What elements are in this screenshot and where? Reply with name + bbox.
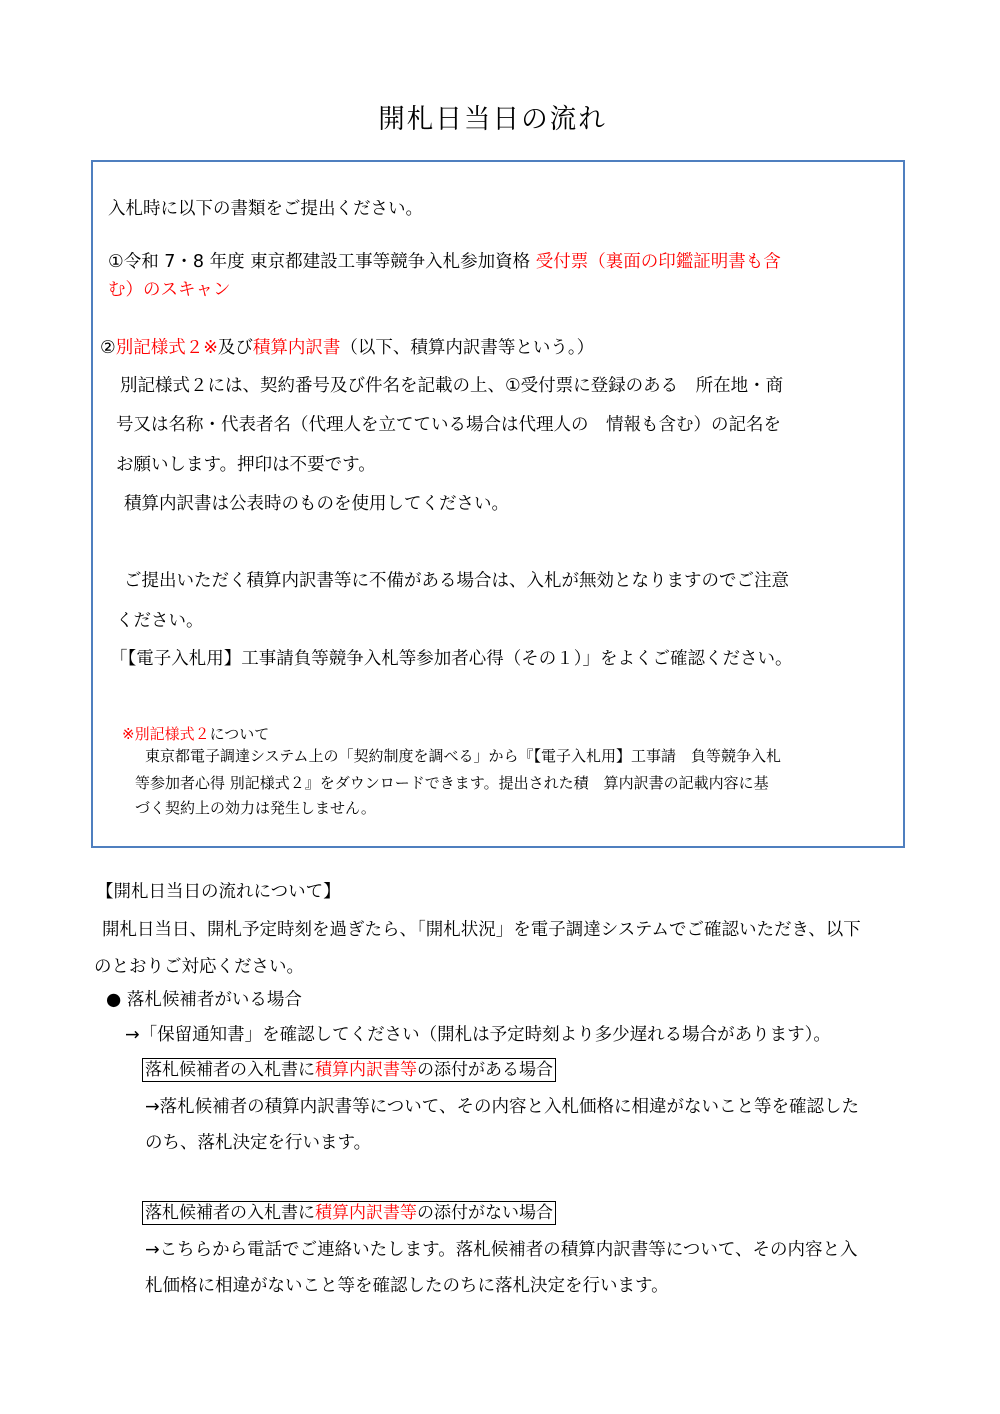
item1-red-a: 受付票（裏面の印鑑証明書も含 [535, 252, 781, 272]
flow-intro-line-1: 開札日当日、開札予定時刻を過ぎたら、「開札状況」を電子調達システムでご確認いただき、以下 [102, 920, 861, 940]
footnote-line-3: づく契約上の効力は発生しません。 [135, 799, 376, 817]
case1-label [142, 1058, 556, 1082]
case2-post: の添付がない場合 [417, 1203, 553, 1223]
case2-line-1: →こちらから電話でご連絡いたします。落札候補者の積算内訳書等について、その内容と入 [145, 1240, 858, 1260]
hold-notice-line: →「保留通知書」を確認してください（開札は予定時刻より多少遅れる場合があります）。 [125, 1025, 831, 1045]
item2-r1: 別記様式２※ [115, 338, 218, 358]
item1-line2: む）のスキャン [108, 280, 231, 300]
case2-red: 積算内訳書等 [315, 1203, 417, 1223]
case1-line-2: のち、落札決定を行います。 [145, 1133, 372, 1153]
case1-pre: 落札候補者の入札書に [145, 1060, 315, 1080]
footnote-heading [122, 724, 269, 744]
bullet-candidate: ● 落札候補者がいる場合 [106, 990, 302, 1010]
item1-prefix: ①令和 7・8 年度 東京都建設工事等競争入札参加資格 [108, 252, 536, 272]
case1-line-1: →落札候補者の積算内訳書等について、その内容と入札価格に相違がないこと等を確認した [145, 1097, 859, 1117]
flow-heading: 【開札日当日の流れについて】 [96, 882, 341, 902]
page-title: 開札日当日の流れ [378, 104, 607, 135]
warning-line-2: ください。 [116, 611, 204, 631]
footnote-line-2: 等参加者心得 別記様式２』をダウンロードできます。提出された積 算内訳書の記載内容に基 [135, 774, 769, 792]
item2-r2: 積算内訳書 [252, 338, 341, 358]
note-line-1: 別記様式２には、契約番号及び件名を記載の上、①受付票に登録のある 所在地・商 [120, 376, 784, 396]
case1-condition-box [142, 1058, 556, 1082]
footnote-line-1: 東京都電子調達システム上の「契約制度を調べる」から『【電子入札用】工事請 負等競争入札 [145, 747, 782, 765]
footnote-head-red: ※別記様式２ [122, 725, 210, 743]
case2-condition-box [142, 1201, 556, 1225]
item2-p1: ② [100, 338, 116, 358]
warning-line-1: ご提出いただく積算内訳書等に不備がある場合は、入札が無効となりますのでご注意 [124, 571, 789, 591]
reference-text: 「【電子入札用】工事請負等競争入札等参加者心得（その１）」をよくご確認ください。 [110, 649, 793, 669]
case1-post: の添付がある場合 [417, 1060, 553, 1080]
case1-red: 積算内訳書等 [315, 1060, 417, 1080]
note-line-3: お願いします。押印は不要です。 [116, 455, 376, 475]
note-line-4: 積算内訳書は公表時のものを使用してください。 [124, 494, 509, 514]
item1-line1 [108, 250, 781, 274]
item2-p3: （以下、積算内訳書等という。） [340, 338, 595, 358]
item2-p2: 及び [217, 338, 253, 358]
note-line-2: 号又は名称・代表者名（代理人を立てている場合は代理人の 情報も含む）の記名を [116, 415, 781, 435]
case2-pre: 落札候補者の入札書に [145, 1203, 315, 1223]
item2-line [100, 336, 594, 360]
footnote-head-rest: について [209, 725, 270, 743]
case2-line-2: 札価格に相違がないこと等を確認したのちに落札決定を行います。 [145, 1276, 669, 1296]
intro-text: 入札時に以下の書類をご提出ください。 [108, 199, 423, 219]
case2-label [142, 1201, 556, 1225]
flow-intro-line-2: のとおりご対応ください。 [94, 957, 304, 977]
